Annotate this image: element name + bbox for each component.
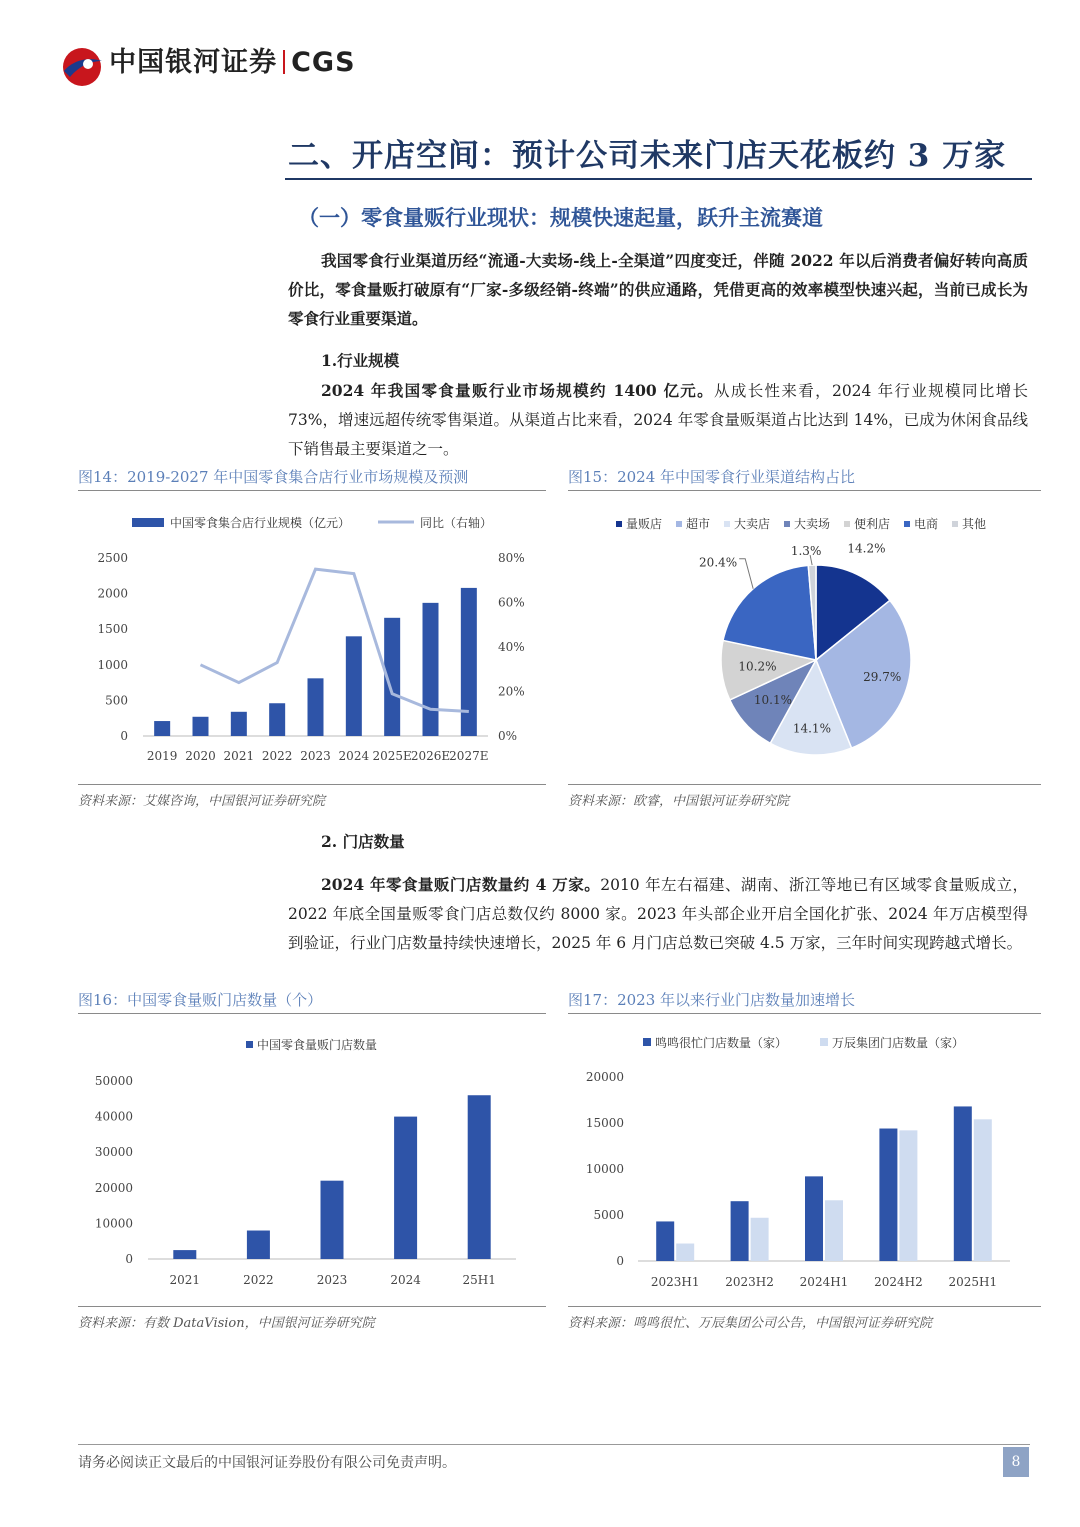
logo-cn-text: 中国银河证券 [109, 47, 278, 78]
fig15-slice-label: 29.7% [863, 670, 902, 685]
fig14-left-tick: 1500 [97, 622, 128, 637]
fig17-bar [954, 1106, 972, 1261]
fig14-bar [269, 703, 285, 736]
fig16-y-tick: 10000 [94, 1216, 133, 1231]
fig14-bar [154, 721, 170, 736]
fig14-title: 图14：2019-2027 年中国零食集合店行业市场规模及预测 [78, 468, 469, 486]
fig14-legend-line-label: 同比（右轴） [420, 516, 493, 530]
fig16-bar [394, 1117, 417, 1259]
fig16-legend-label: 中国零食量贩门店数量 [257, 1038, 378, 1052]
section-title-underline [285, 178, 1032, 180]
fig14-x-tick: 2024 [338, 749, 370, 763]
fig16-y-tick: 40000 [94, 1109, 133, 1124]
page-number: 8 [1003, 1447, 1029, 1477]
fig17-y-tick: 0 [616, 1254, 624, 1268]
fig17-y-tick: 10000 [585, 1162, 624, 1176]
sub1-paragraph [288, 376, 1028, 464]
fig16-legend-swatch [246, 1041, 253, 1048]
fig15-slice-label: 10.1% [753, 693, 792, 708]
fig14-left-tick: 0 [120, 729, 128, 743]
fig17-bar [825, 1200, 843, 1261]
fig15-legend-label: 超市 [686, 517, 711, 531]
fig14-right-tick: 60% [498, 595, 525, 610]
sub2-body: 2010 年左右福建、湖南、浙江等地已有区域零食量贩成立，2022 年底全国量贩零食门店总数仅约 8000 家。2023 年头部企业开启全国化扩张、2024 年万店模型得到验证，行业门店数量持续快速增长，2025 年 6 月门店总数已突破 4.5 万家，三年时间实现跨越式增长。 [288, 876, 1028, 952]
fig17-legend-label: 万辰集团门店数量（家） [832, 1036, 965, 1050]
fig15-legend-label: 其他 [962, 517, 987, 531]
fig14-bar [423, 603, 439, 736]
fig15-legend-swatch [724, 521, 730, 527]
fig15-slice-label: 1.3% [790, 544, 822, 559]
fig17-chart [568, 1023, 1041, 1303]
fig17-source: 资料来源：鸣鸣很忙、万辰集团公司公告，中国银河证券研究院 [568, 1316, 933, 1331]
fig17-bar [805, 1176, 823, 1261]
fig16-x-tick: 2023 [316, 1273, 348, 1287]
fig15-source: 资料来源：欧睿，中国银河证券研究院 [568, 794, 790, 809]
logo-en-text: CGS [291, 47, 356, 78]
fig15-legend-label: 电商 [914, 517, 939, 531]
fig15-title: 图15：2024 年中国零食行业渠道结构占比 [568, 468, 856, 486]
fig14-legend-bar-swatch [132, 518, 164, 527]
fig14-left-tick: 2500 [97, 551, 128, 565]
fig14-bar [193, 717, 209, 736]
fig17-bar [731, 1201, 749, 1261]
sub1-body: 从成长性来看，2024 年行业规模同比增长 73%，增速远超传统零售渠道。从渠道占比来看，2024 年零食量贩渠道占比达到 14%，已成为休闲食品线下销售最主要渠道之一。 [288, 382, 1028, 458]
fig16-x-tick: 2024 [390, 1273, 421, 1287]
fig17-x-tick: 2023H2 [725, 1275, 774, 1289]
fig15-slice-label: 20.4% [699, 555, 738, 570]
intro-paragraph: 我国零食行业渠道历经“流通-大卖场-线上-全渠道”四度变迁，伴随 2022 年以后消费者偏好转向高质价比，零食量贩打破原有“厂家-多级经销-终端”的供应通路，凭借更高的效率模型快速兴起，当前已成长为零食行业重要渠道。 [288, 251, 1028, 328]
fig17-bar [974, 1119, 992, 1261]
fig14-bar [308, 678, 324, 736]
fig14-right-tick: 0% [498, 729, 518, 743]
fig16-bar [173, 1250, 196, 1259]
fig17-y-tick: 15000 [585, 1116, 624, 1130]
fig17-x-tick: 2023H1 [650, 1275, 700, 1289]
footer-disclaimer: 请务必阅读正文最后的中国银河证券股份有限公司免责声明。 [78, 1455, 456, 1471]
fig15-legend-label: 量贩店 [626, 517, 663, 531]
company-logo [60, 40, 356, 87]
fig17-bar [656, 1221, 674, 1261]
fig15-top-rule [568, 490, 1041, 491]
fig14-chart [78, 500, 548, 780]
fig17-bar [879, 1129, 897, 1261]
fig16-y-tick: 30000 [94, 1145, 133, 1160]
sub1-heading: 1.行业规模 [321, 351, 400, 370]
fig14-left-tick: 2000 [97, 586, 128, 601]
footer-rule [78, 1444, 1030, 1445]
fig17-legend-swatch [820, 1038, 828, 1046]
fig15-chart [568, 500, 1041, 780]
sub2-heading: 2. 门店数量 [321, 832, 405, 851]
fig14-top-rule [78, 490, 546, 491]
fig14-x-tick: 2022 [261, 749, 293, 763]
fig17-bottom-rule [568, 1306, 1041, 1307]
fig15-slice-label: 14.1% [792, 721, 831, 736]
fig15-slice-label: 14.2% [847, 541, 886, 556]
fig17-x-tick: 2025H1 [948, 1275, 998, 1289]
fig14-left-tick: 1000 [97, 657, 128, 672]
fig16-chart [78, 1023, 548, 1303]
fig16-x-tick: 25H1 [462, 1273, 496, 1287]
fig17-y-tick: 5000 [593, 1208, 624, 1222]
fig15-leader-line [739, 559, 753, 589]
fig14-right-tick: 80% [498, 551, 525, 565]
fig14-bar [346, 636, 362, 736]
fig16-x-tick: 2021 [169, 1273, 201, 1287]
fig14-x-tick: 2023 [300, 749, 331, 763]
fig17-bar [751, 1218, 769, 1261]
subsection-title: （一）零食量贩行业现状：规模快速起量，跃升主流赛道 [298, 205, 823, 230]
sub2-lead: 2024 年零食量贩门店数量约 4 万家。 [321, 875, 601, 894]
fig15-legend-swatch [784, 521, 790, 527]
section-title: 二、开店空间：预计公司未来门店天花板约 3 万家 [288, 138, 1007, 174]
fig15-legend-swatch [904, 521, 910, 527]
fig16-source: 资料来源：有数 DataVision，中国银河证券研究院 [78, 1316, 375, 1331]
fig14-x-tick: 2021 [223, 749, 255, 763]
fig14-bottom-rule [78, 784, 546, 785]
fig15-bottom-rule [568, 784, 1041, 785]
fig14-right-tick: 40% [498, 640, 525, 654]
fig14-x-tick: 2019 [146, 749, 178, 763]
fig17-bar [899, 1130, 917, 1261]
fig14-legend-bar-label: 中国零食集合店行业规模（亿元） [170, 516, 351, 530]
fig16-bar [468, 1095, 491, 1259]
fig14-x-tick: 2025E [372, 749, 412, 763]
fig15-legend-swatch [952, 521, 958, 527]
sub1-lead: 2024 年我国零食量贩行业市场规模约 1400 亿元。 [321, 381, 714, 400]
fig17-bar [676, 1244, 694, 1261]
fig15-slice-label: 10.2% [738, 659, 777, 674]
fig14-x-tick: 2020 [185, 749, 216, 763]
fig16-bar [247, 1231, 270, 1259]
fig15-legend-swatch [844, 521, 850, 527]
fig16-y-tick: 50000 [94, 1074, 133, 1088]
sub2-paragraph [288, 870, 1028, 958]
fig14-source: 资料来源：艾媒咨询，中国银河证券研究院 [78, 794, 326, 809]
fig17-x-tick: 2024H2 [874, 1275, 923, 1289]
fig17-y-tick: 20000 [585, 1070, 624, 1084]
fig14-bar [231, 712, 247, 736]
logo-divider [283, 50, 285, 74]
fig17-top-rule [568, 1013, 1041, 1014]
fig14-bar [461, 588, 477, 736]
fig14-right-tick: 20% [498, 684, 525, 699]
fig16-bar [321, 1181, 344, 1259]
fig15-legend-swatch [616, 521, 622, 527]
fig15-legend-label: 大卖店 [734, 517, 771, 531]
fig16-y-tick: 20000 [94, 1180, 133, 1195]
fig14-x-tick: 2027E [449, 749, 489, 763]
fig17-legend-label: 鸣鸣很忙门店数量（家） [655, 1036, 788, 1050]
fig15-legend-label: 便利店 [854, 517, 891, 531]
fig16-x-tick: 2022 [243, 1273, 274, 1287]
fig15-legend-swatch [676, 521, 682, 527]
fig17-x-tick: 2024H1 [799, 1275, 849, 1289]
fig16-title: 图16：中国零食量贩门店数量（个） [78, 991, 323, 1009]
fig17-legend-swatch [643, 1038, 651, 1046]
fig14-x-tick: 2026E [410, 749, 451, 763]
fig16-bottom-rule [78, 1306, 546, 1307]
fig15-legend-label: 大卖场 [794, 517, 831, 531]
fig16-top-rule [78, 1013, 546, 1014]
fig17-title: 图17：2023 年以来行业门店数量加速增长 [568, 991, 856, 1009]
fig14-left-tick: 500 [105, 693, 128, 708]
galaxy-logo-icon [60, 47, 104, 87]
fig16-y-tick: 0 [125, 1252, 133, 1266]
